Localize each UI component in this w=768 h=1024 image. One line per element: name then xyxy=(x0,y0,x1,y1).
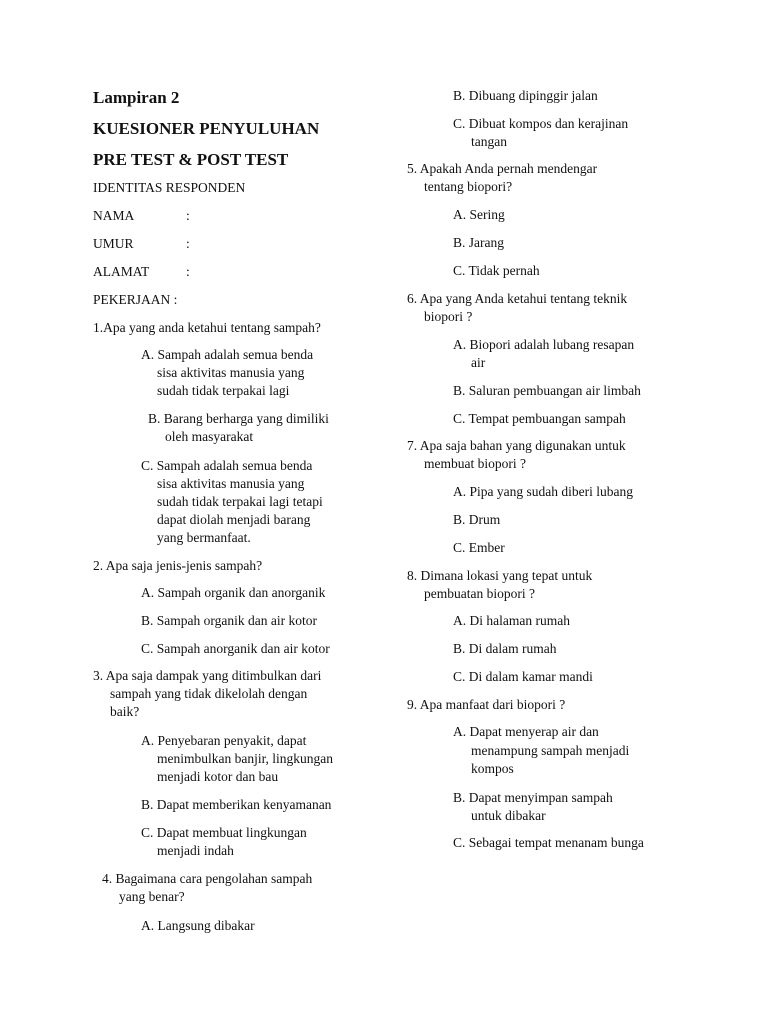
q3-option-b: B. Dapat memberikan kenyamanan xyxy=(141,797,332,812)
lampiran-label: Lampiran 2 xyxy=(93,88,180,107)
question-line: 4. Bagaimana cara pengolahan sampah xyxy=(102,871,313,886)
field-label: NAMA xyxy=(93,208,135,223)
option-line: air xyxy=(471,355,486,370)
option-line: dapat diolah menjadi barang xyxy=(157,512,311,527)
option-line: sudah tidak terpakai lagi xyxy=(157,383,290,398)
q2-option-c: C. Sampah anorganik dan air kotor xyxy=(141,641,330,656)
identity-field-nama xyxy=(93,207,293,225)
option-line: A. Sampah adalah semua benda xyxy=(141,347,314,362)
option-line: sudah tidak terpakai lagi tetapi xyxy=(157,494,323,509)
question-line: membuat biopori ? xyxy=(424,456,526,471)
option-line: menjadi kotor dan bau xyxy=(157,769,279,784)
q7-option-c: C. Ember xyxy=(453,540,505,555)
q7-option-b: B. Drum xyxy=(453,512,501,527)
document-title: KUESIONER PENYULUHAN xyxy=(93,119,320,138)
q5-option-c: C. Tidak pernah xyxy=(453,263,540,278)
option-line: A. Penyebaran penyakit, dapat xyxy=(141,733,307,748)
question-1: 1.Apa yang anda ketahui tentang sampah? xyxy=(93,320,321,335)
option-line: A. Biopori adalah lubang resapan xyxy=(453,337,635,352)
option-line: C. Sampah adalah semua benda xyxy=(141,458,313,473)
question-line: sampah yang tidak dikelolah dengan xyxy=(110,686,308,701)
question-2: 2. Apa saja jenis-jenis sampah? xyxy=(93,558,263,573)
question-line: yang benar? xyxy=(119,889,185,904)
document-subtitle: PRE TEST & POST TEST xyxy=(93,150,289,169)
option-line: untuk dibakar xyxy=(471,808,546,823)
option-line: C. Dapat membuat lingkungan xyxy=(141,825,307,840)
option-line: oleh masyarakat xyxy=(165,429,254,444)
field-colon: : xyxy=(186,236,190,251)
identity-field-umur xyxy=(93,235,293,253)
question-line: baik? xyxy=(110,704,140,719)
field-colon: : xyxy=(186,264,190,279)
question-line: 6. Apa yang Anda ketahui tentang teknik xyxy=(407,291,628,306)
question-line: 5. Apakah Anda pernah mendengar xyxy=(407,161,598,176)
option-line: kompos xyxy=(471,761,514,776)
identity-heading: IDENTITAS RESPONDEN xyxy=(93,180,246,195)
question-9: 9. Apa manfaat dari biopori ? xyxy=(407,697,566,712)
q8-option-a: A. Di halaman rumah xyxy=(453,613,570,628)
q7-option-a: A. Pipa yang sudah diberi lubang xyxy=(453,484,633,499)
question-line: pembuatan biopori ? xyxy=(424,586,535,601)
q6-option-c: C. Tempat pembuangan sampah xyxy=(453,411,626,426)
q2-option-a: A. Sampah organik dan anorganik xyxy=(141,585,326,600)
q2-option-b: B. Sampah organik dan air kotor xyxy=(141,613,317,628)
option-line: B. Dapat menyimpan sampah xyxy=(453,790,613,805)
q6-option-b: B. Saluran pembuangan air limbah xyxy=(453,383,641,398)
option-line: B. Barang berharga yang dimiliki xyxy=(148,411,329,426)
q5-option-a: A. Sering xyxy=(453,207,505,222)
option-line: sisa aktivitas manusia yang xyxy=(157,476,305,491)
option-line: yang bermanfaat. xyxy=(157,530,251,545)
option-line: sisa aktivitas manusia yang xyxy=(157,365,305,380)
option-line: menampung sampah menjadi xyxy=(471,743,630,758)
question-line: biopori ? xyxy=(424,309,473,324)
q9-option-c: C. Sebagai tempat menanam bunga xyxy=(453,835,644,850)
q5-option-b: B. Jarang xyxy=(453,235,504,250)
q4-option-a: A. Langsung dibakar xyxy=(141,918,255,933)
q4-option-b: B. Dibuang dipinggir jalan xyxy=(453,88,598,103)
question-line: tentang biopori? xyxy=(424,179,513,194)
option-line: A. Dapat menyerap air dan xyxy=(453,724,599,739)
question-line: 8. Dimana lokasi yang tepat untuk xyxy=(407,568,593,583)
option-line: menimbulkan banjir, lingkungan xyxy=(157,751,334,766)
question-line: 3. Apa saja dampak yang ditimbulkan dari xyxy=(93,668,322,683)
field-label: UMUR xyxy=(93,236,134,251)
field-label: ALAMAT xyxy=(93,264,150,279)
option-line: tangan xyxy=(471,134,507,149)
q8-option-b: B. Di dalam rumah xyxy=(453,641,557,656)
identity-field-alamat xyxy=(93,263,293,281)
option-line: C. Dibuat kompos dan kerajinan xyxy=(453,116,629,131)
q8-option-c: C. Di dalam kamar mandi xyxy=(453,669,593,684)
option-line: menjadi indah xyxy=(157,843,234,858)
field-colon: : xyxy=(186,208,190,223)
question-line: 7. Apa saja bahan yang digunakan untuk xyxy=(407,438,626,453)
identity-field-pekerjaan: PEKERJAAN : xyxy=(93,292,178,307)
